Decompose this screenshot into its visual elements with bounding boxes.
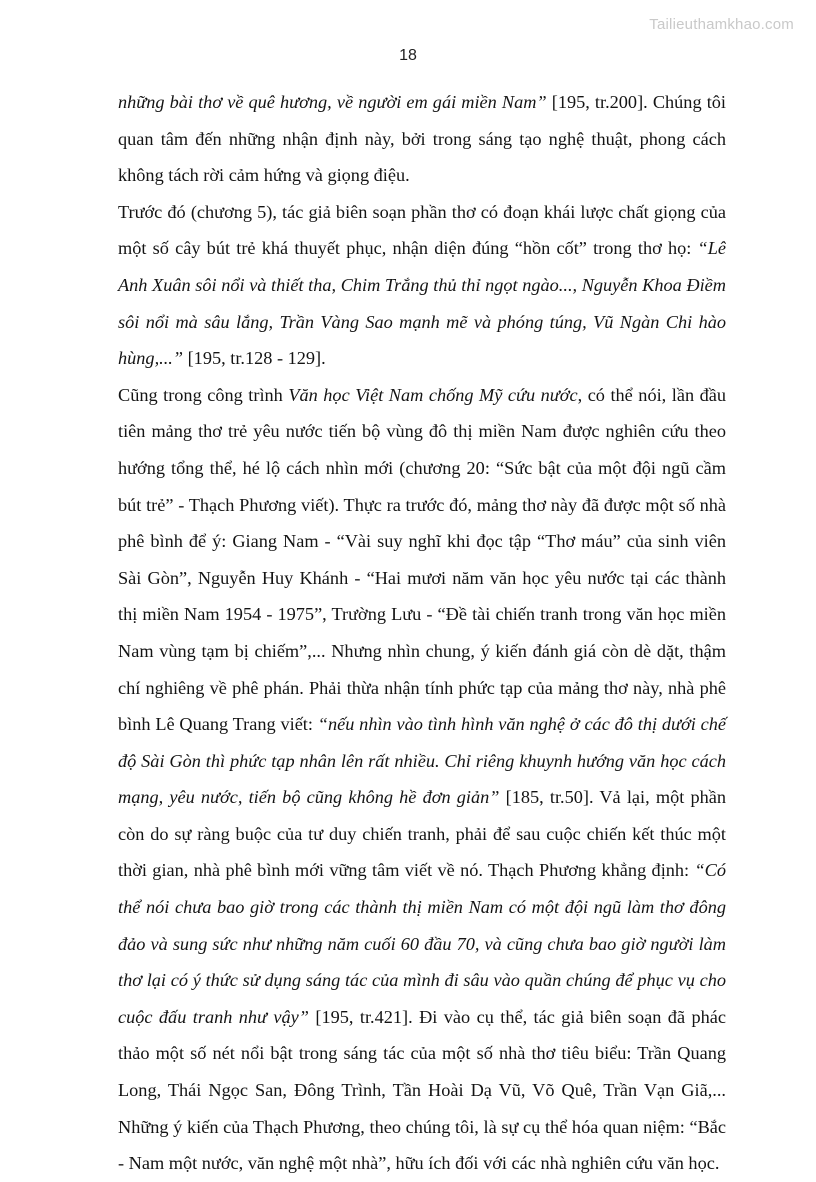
paragraph — [118, 377, 726, 1182]
text-run: [195, tr.128 - 129]. — [183, 348, 326, 369]
page-number: 18 — [399, 47, 417, 64]
quoted-italic-run: Văn học Việt Nam chống Mỹ cứu nước — [288, 384, 578, 405]
text-run: Cũng trong công trình — [118, 384, 289, 405]
text-run: Trước đó (chương 5), tác giả biên soạn phần thơ có đoạn khái lược chất giọng của một số cây bút trẻ khá thuyết phục, nhận diện đúng “hồn cốt” trong thơ họ: — [118, 201, 726, 259]
paragraph — [118, 194, 726, 377]
document-body — [118, 84, 726, 1182]
quoted-italic-run: “nếu nhìn vào tình hình văn nghệ ở các đô thị dưới chế độ Sài Gòn thì phức tạp nhân lên rất nhiều. Chỉ riêng khuynh hướng văn học cách mạng, yêu nước, tiến bộ cũng không hề đơn giản” — [118, 714, 726, 808]
text-run: [195, tr.421]. Đi vào cụ thể, tác giả biên soạn đã phác thảo một số nét nổi bật trong sáng tác của một số nhà thơ tiêu biểu: Trần Quang Long, Thái Ngọc San, Đông Trình, Tần Hoài Dạ Vũ, Võ Quê, Trần Vạn Giã,... Những ý kiến của Thạch Phương, theo chúng tôi, là sự cụ thể hóa quan niệm: “Bắc - Nam một nước, văn nghệ một nhà”, hữu ích đối với các nhà nghiên cứu văn học. — [118, 1006, 726, 1174]
quoted-italic-run: “Có thể nói chưa bao giờ trong các thành thị miền Nam có một đội ngũ làm thơ đông đảo và sung sức như những năm cuối 60 đầu 70, và cũng chưa bao giờ người làm thơ lại có ý thức sử dụng sáng tác của mình đi sâu vào quần chúng để phục vụ cho cuộc đấu tranh như vậy” — [118, 860, 726, 1027]
text-run: [185, tr.50]. Vả lại, một phần còn do sự ràng buộc của tư duy chiến tranh, phải để sau cuộc chiến kết thúc một thời gian, nhà phê bình mới vững tâm viết về nó. Thạch Phương khẳng định: — [118, 787, 726, 881]
quoted-italic-run: “Lê Anh Xuân sôi nổi và thiết tha, Chim Trắng thủ thỉ ngọt ngào..., Nguyễn Khoa Điềm sôi nổi mà sâu lắng, Trần Vàng Sao mạnh mẽ và phóng túng, Vũ Ngàn Chi hào hùng,...” — [118, 238, 726, 369]
text-run: , có thể nói, lần đầu tiên mảng thơ trẻ yêu nước tiến bộ vùng đô thị miền Nam được nghiên cứu theo hướng tổng thể, hé lộ cách nhìn mới (chương 20: “Sức bật của một đội ngũ cầm bút trẻ” - Thạch Phương viết). Thực ra trước đó, mảng thơ này đã được một số nhà phê bình để ý: Giang Nam - “Vài suy nghĩ khi đọc tập “Thơ máu” của sinh viên Sài Gòn”, Nguyễn Huy Khánh - “Hai mươi năm văn học yêu nước tại các thành thị miền Nam 1954 - 1975”, Trường Lưu - “Đề tài chiến tranh trong văn học miền Nam vùng tạm bị chiếm”,... Nhưng nhìn chung, ý kiến đánh giá còn dè dặt, thậm chí nghiêng về phê phán. Phải thừa nhận tính phức tạp của mảng thơ này, nhà phê bình Lê Quang Trang viết: — [118, 384, 726, 735]
quoted-italic-run: những bài thơ về quê hương, về người em gái miền Nam” — [118, 92, 547, 112]
paragraph — [118, 84, 726, 194]
text-run: [195, tr.200]. Chúng tôi quan tâm đến những nhận định này, bởi trong sáng tạo nghệ thuật, phong cách không tách rời cảm hứng và giọng điệu. — [118, 92, 726, 186]
watermark-text: Tailieuthamkhao.com — [649, 16, 794, 33]
